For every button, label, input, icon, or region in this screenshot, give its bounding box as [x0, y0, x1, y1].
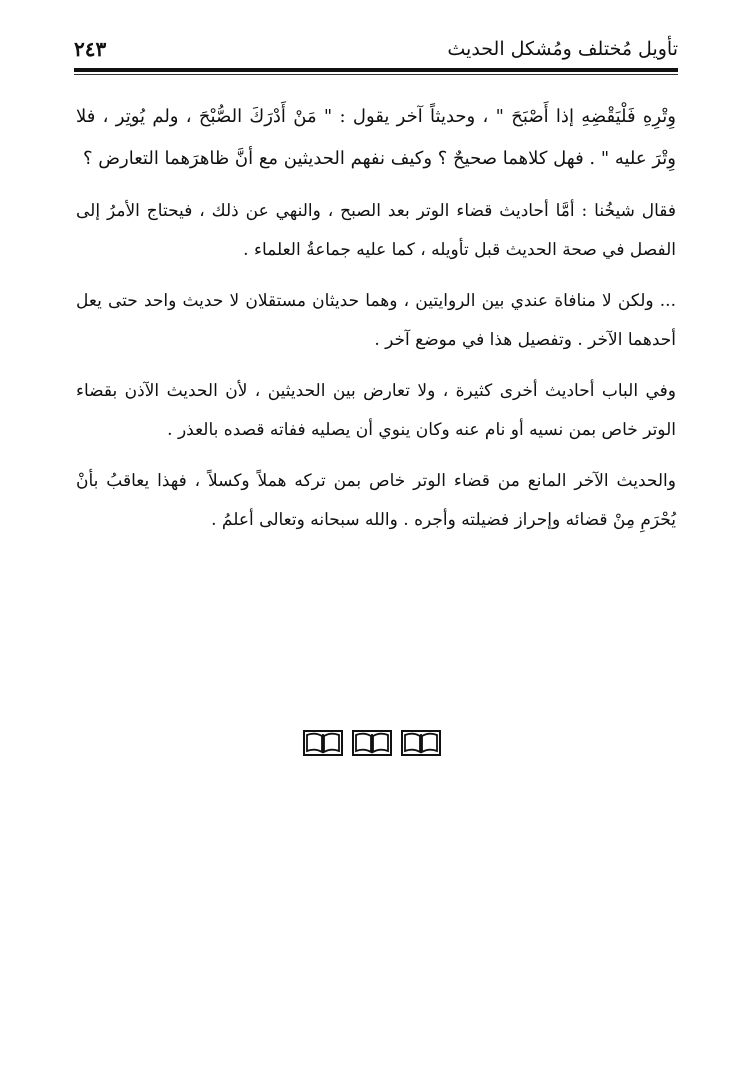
paragraph: فقال شيخُنا : أمَّا أحاديث قضاء الوتر بعد الصبح ، والنهي عن ذلك ، فيحتاج الأمرُ إلى الفصل في صحة الحديث قبل تأويله ، كما عليه جماعةُ العلماء .: [76, 201, 676, 260]
paragraph: والحديث الآخر المانع من قضاء الوتر خاص بمن تركه هملاً وكسلاً ، فهذا يعاقبُ بأنْ يُحْرَمِ مِنْ قضائه وإحراز فضيلته وأجره . والله سبحانه وتعالى أعلمُ .: [76, 471, 676, 530]
paragraph: وِتْرِهِ فَلْيَقْضِهِ إذا أَصْبَحَ " ، وحديثاً آخر يقول : " مَنْ أَدْرَكَ الصُّبْحَ ، ولم يُوتِر ، فلا وِتْرَ عليه " . فهل كلاهما صحيحٌ ؟ وكيف نفهم الحديثين مع أنَّ ظاهرَهما التعارض ؟: [76, 106, 676, 169]
open-book-icon: [303, 730, 343, 756]
page-header: [74, 34, 678, 68]
page-number: ٢٤٣: [74, 37, 107, 61]
paragraph: وفي الباب أحاديث أخرى كثيرة ، ولا تعارض بين الحديثين ، لأن الحديث الآذن بقضاء الوتر خاص بمن نسيه أو نام عنه وكان ينوي أن يصليه ففاته قصده بالعذر .: [76, 381, 676, 440]
running-title: تأويل مُختلف ومُشكل الحديث: [447, 38, 678, 60]
header-rule-thin: [74, 74, 678, 75]
open-book-icon: [352, 730, 392, 756]
header-rule: [74, 68, 678, 72]
section-end-ornament: [0, 730, 744, 760]
page-body: [76, 96, 676, 552]
paragraph: ... ولكن لا منافاة عندي بين الروايتين ، وهما حديثان مستقلان لا حديث واحد حتى يعل أحدهما الآخر . وتفصيل هذا في موضع آخر .: [76, 291, 676, 350]
open-book-icon: [401, 730, 441, 756]
